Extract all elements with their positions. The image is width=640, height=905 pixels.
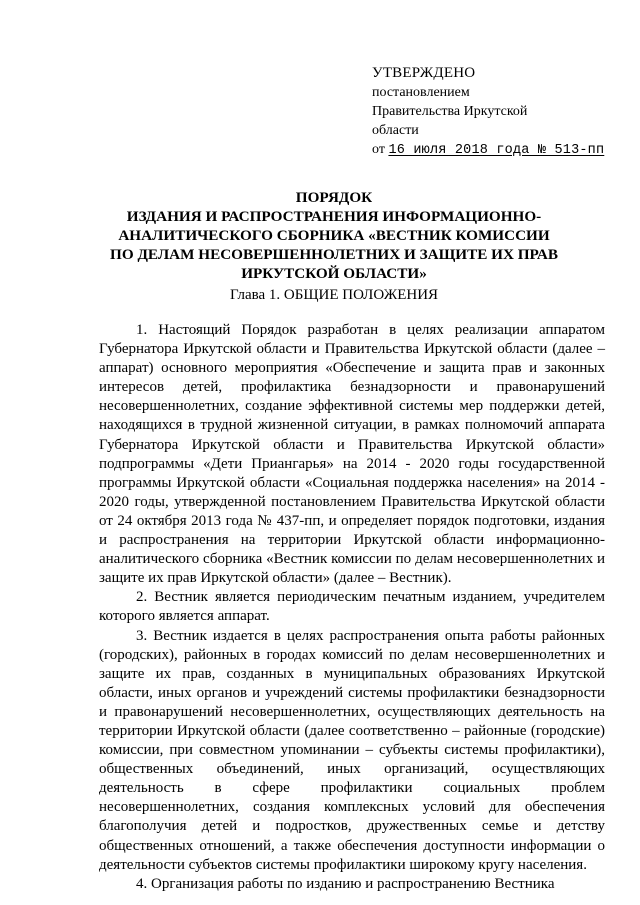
paragraph-2: 2. Вестник является периодическим печатным изданием, учредителем которого является аппарат. xyxy=(99,589,605,625)
document-title xyxy=(60,188,608,283)
paragraph-4: 4. Организация работы по изданию и распространению Вестника xyxy=(136,875,555,892)
approval-date-prefix: от xyxy=(372,142,385,157)
approval-stamp-block xyxy=(372,64,634,160)
title-line-5: ИРКУТСКОЙ ОБЛАСТИ» xyxy=(241,265,427,282)
title-line-2: ИЗДАНИЯ И РАСПРОСТРАНЕНИЯ ИНФОРМАЦИОННО- xyxy=(126,208,542,225)
approval-line-1: постановлением xyxy=(372,85,470,100)
document-body xyxy=(99,321,605,894)
title-line-1: ПОРЯДОК xyxy=(295,189,373,206)
paragraph-1: 1. Настоящий Порядок разработан в целях реализации аппаратом Губернатора Иркутской области и Правительства Иркутской области (далее – аппарат) основного мероприятия «Обеспечение и защита прав и законных интересов детей, профилактика безнадзорности и правонарушений несовершеннолетних, создание эффективной системы мер поддержки детей, находящихся в трудной жизненной ситуации, в рамках полномочий аппарата Губернатора Иркутской области и Правительства Иркутской области» подпрограммы «Дети Приангарья» на 2014 - 2020 годы государственной программы Иркутской области «Социальная поддержка населения» на 2014 - 2020 годы, утвержденной постановлением Правительства Иркутской области от 24 октября 2013 года № 437-пп, и определяет порядок подготовки, издания и распространения на территории Иркутской области информационно-аналитического сборника «Вестник комиссии по делам несовершеннолетних и защите их прав Иркутской области» (далее – Вестник). xyxy=(99,322,605,587)
approval-date-line xyxy=(372,140,634,160)
approval-line-2: Правительства Иркутской xyxy=(372,104,528,119)
title-line-3: АНАЛИТИЧЕСКОГО СБОРНИКА «ВЕСТНИК КОМИССИИ xyxy=(118,227,550,244)
approval-date: 16 июля 2018 года № 513-пп xyxy=(388,143,605,158)
paragraph-3: 3. Вестник издается в целях распространения опыта работы районных (городских), районных в городах комиссий по делам несовершеннолетних и защите их прав, созданных в муниципальных образованиях Иркутской области, иных органов и учреждений системы профилактики безнадзорности и правонарушений несовершеннолетних, осуществляющих деятельность на территории Иркутской области (далее соответственно – районные (городские) комиссии, при совместном упоминании – субъекты системы профилактики), общественных объединений, иных организаций, осуществляющих деятельность в сфере профилактики социальных проблем несовершеннолетних, создания комплексных условий для обеспечения благополучия детей и подростков, дружественных семье и детству общественных отношений, а также обеспечения доступности информации о деятельности субъектов системы профилактики широкому кругу населения. xyxy=(99,627,605,873)
chapter-heading: Глава 1. ОБЩИЕ ПОЛОЖЕНИЯ xyxy=(229,287,439,303)
approval-line-3: области xyxy=(372,123,419,138)
title-line-4: ПО ДЕЛАМ НЕСОВЕРШЕННОЛЕТНИХ И ЗАЩИТЕ ИХ ПРАВ xyxy=(110,246,558,263)
approval-stamp: УТВЕРЖДЕНО xyxy=(372,65,476,81)
